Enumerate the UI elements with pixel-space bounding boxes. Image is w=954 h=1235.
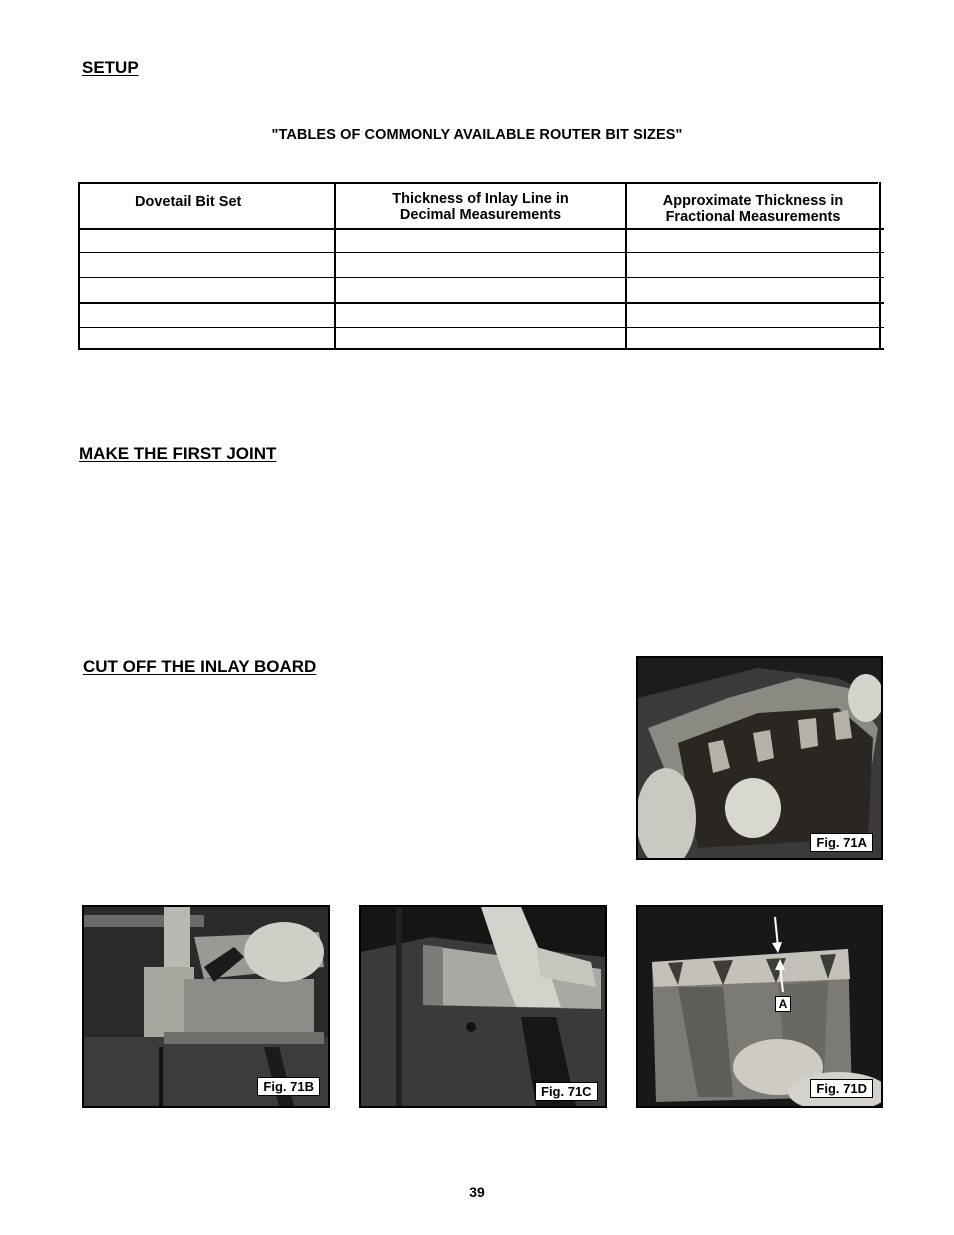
- table-title: "TABLES OF COMMONLY AVAILABLE ROUTER BIT SIZES": [271, 127, 683, 143]
- figure-71d: [636, 905, 883, 1108]
- header-fractional-thickness: Approximate Thickness in Fractional Measurements: [662, 193, 844, 225]
- figure-71c: [359, 905, 607, 1108]
- header-dovetail-bit-set: Dovetail Bit Set: [135, 194, 242, 210]
- figure-71c-photo: [361, 907, 605, 1106]
- figure-71d-photo: [638, 907, 881, 1106]
- router-bit-table: [78, 182, 884, 350]
- cut-off-inlay-heading: CUT OFF THE INLAY BOARD: [83, 657, 317, 676]
- callout-a-marker: A: [775, 996, 791, 1012]
- figure-71a-label: Fig. 71A: [810, 833, 873, 852]
- make-first-joint-heading: MAKE THE FIRST JOINT: [79, 444, 277, 463]
- figure-71b-label: Fig. 71B: [257, 1077, 320, 1096]
- page-number: 39: [469, 1184, 485, 1200]
- figure-71d-label: Fig. 71D: [810, 1079, 873, 1098]
- figure-71b: [82, 905, 330, 1108]
- figure-71c-label: Fig. 71C: [535, 1082, 598, 1101]
- figure-71a-photo: [638, 658, 881, 858]
- header-decimal-thickness: Thickness of Inlay Line in Decimal Measurements: [392, 191, 569, 223]
- figure-71a: [636, 656, 883, 860]
- setup-heading: SETUP: [82, 58, 139, 77]
